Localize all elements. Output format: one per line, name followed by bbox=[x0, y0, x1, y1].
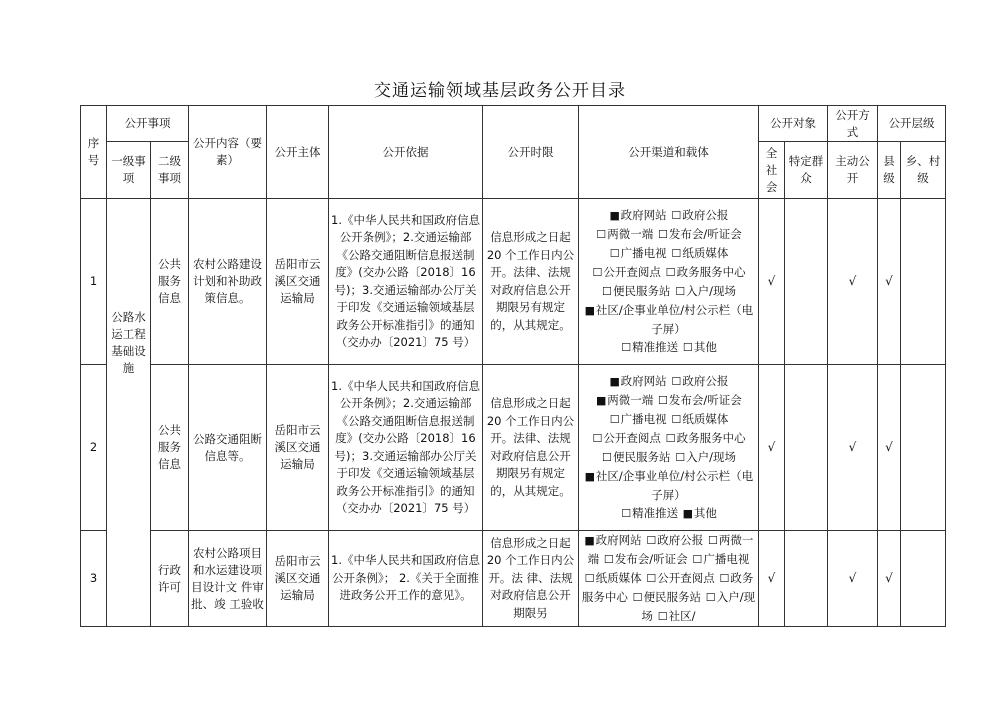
channel-option bbox=[591, 431, 661, 445]
row-subject: 岳阳市云溪区交通运输局 bbox=[267, 365, 329, 531]
unchecked-box-icon: ☐ bbox=[657, 610, 668, 623]
channel-label: 两微一端 bbox=[607, 227, 654, 241]
channel-option bbox=[691, 552, 749, 566]
header-subject: 公开主体 bbox=[267, 106, 329, 199]
channel-label: 政务服务中心 bbox=[676, 431, 746, 445]
channel-option bbox=[682, 340, 717, 354]
town-village-cell bbox=[901, 365, 946, 531]
channel-label: 政府网站 bbox=[620, 374, 667, 388]
header-level: 公开层级 bbox=[878, 106, 946, 142]
channel-line bbox=[581, 263, 756, 282]
channel-option bbox=[645, 571, 718, 585]
channel-option bbox=[595, 393, 653, 407]
unchecked-box-icon: ☐ bbox=[682, 341, 693, 354]
active-check-icon: √ bbox=[828, 365, 878, 531]
header-specific-group: 特定群众 bbox=[785, 142, 828, 199]
channel-label: 公开查阅点 bbox=[603, 265, 661, 279]
unchecked-box-icon: ☐ bbox=[621, 507, 632, 520]
unchecked-box-icon: ☐ bbox=[632, 591, 643, 604]
channel-option bbox=[584, 469, 753, 502]
header-level1: 一级事项 bbox=[107, 142, 151, 199]
unchecked-box-icon: ☐ bbox=[609, 413, 620, 426]
channel-option bbox=[665, 431, 746, 445]
row-seq: 1 bbox=[81, 199, 107, 365]
county-check-icon: √ bbox=[878, 365, 901, 531]
unchecked-box-icon: ☐ bbox=[665, 266, 676, 279]
checked-box-icon: ■ bbox=[584, 470, 596, 483]
unchecked-box-icon: ☐ bbox=[671, 375, 682, 388]
channel-option bbox=[584, 533, 646, 547]
specific-group-cell bbox=[785, 531, 828, 627]
unchecked-box-icon: ☐ bbox=[675, 285, 686, 298]
channel-label: 发布会/听证会 bbox=[614, 552, 688, 566]
row-basis: 1.《中华人民共和国政府信息公开条例》；2.交通运输部《公路交通阻断信息报送制度》(交办公路〔2018〕16 号)；3.交通运输部办公厅关于印发《交通运输领域基层政务公开标准指引》的通知（交办办〔2021〕75 号） bbox=[329, 365, 483, 531]
channel-option bbox=[657, 227, 742, 241]
channel-line bbox=[581, 410, 756, 429]
row-seq: 2 bbox=[81, 365, 107, 531]
row-level2: 行政许可 bbox=[151, 531, 189, 627]
channel-label: 纸质媒体 bbox=[682, 412, 729, 426]
unchecked-box-icon: ☐ bbox=[592, 432, 603, 445]
header-basis: 公开依据 bbox=[329, 106, 483, 199]
active-check-icon: √ bbox=[828, 531, 878, 627]
channel-label: 精准推送 bbox=[632, 340, 679, 354]
channel-option bbox=[609, 412, 667, 426]
channel-label: 便民服务站 bbox=[643, 590, 702, 604]
channel-option bbox=[584, 303, 753, 336]
channel-option bbox=[603, 552, 692, 566]
channel-option bbox=[670, 374, 728, 388]
channel-line bbox=[581, 244, 756, 263]
channel-option bbox=[670, 412, 728, 426]
checked-box-icon: ■ bbox=[584, 304, 596, 317]
channel-label: 公开查阅点 bbox=[603, 431, 661, 445]
channel-line bbox=[581, 372, 756, 391]
table-row bbox=[81, 531, 946, 627]
channel-label: 便民服务站 bbox=[612, 450, 671, 464]
unchecked-box-icon: ☐ bbox=[609, 247, 620, 260]
unchecked-box-icon: ☐ bbox=[657, 228, 668, 241]
channel-label: 广播电视 bbox=[620, 246, 667, 260]
row-time: 信息形成之日起 20 个工作日内公开。法 律、法规对政府信息公开期限另 bbox=[483, 531, 579, 627]
row-time: 信息形成之日起 20 个工作日内公开。法律、法规对政府信息公开期限另有规定的，从其规定。 bbox=[483, 199, 579, 365]
channel-line bbox=[581, 429, 756, 448]
channel-label: 发布会/听证会 bbox=[668, 227, 742, 241]
channel-label: 两微一端 bbox=[607, 393, 654, 407]
unchecked-box-icon: ☐ bbox=[592, 266, 603, 279]
unchecked-box-icon: ☐ bbox=[705, 591, 716, 604]
row-seq: 3 bbox=[81, 531, 107, 627]
unchecked-box-icon: ☐ bbox=[707, 534, 718, 547]
row-basis: 1.《中华人民共和国政府信息公开条例》； 2.《关于全面推进政务公开工作的意见》。 bbox=[329, 531, 483, 627]
specific-group-cell bbox=[785, 199, 828, 365]
unchecked-box-icon: ☐ bbox=[621, 341, 632, 354]
row-subject: 岳阳市云溪区交通运输局 bbox=[267, 531, 329, 627]
channel-label: 公开查阅点 bbox=[657, 571, 715, 585]
channel-option bbox=[609, 246, 667, 260]
channel-option bbox=[657, 609, 696, 623]
header-row-1 bbox=[81, 106, 946, 142]
unchecked-box-icon: ☐ bbox=[602, 285, 612, 298]
unchecked-box-icon: ☐ bbox=[692, 553, 703, 566]
channel-label: 政府网站 bbox=[595, 533, 642, 547]
unchecked-box-icon: ☐ bbox=[719, 572, 730, 585]
channel-label: 纸质媒体 bbox=[682, 246, 729, 260]
header-items: 公开事项 bbox=[107, 106, 189, 142]
channel-option bbox=[584, 571, 646, 585]
all-society-check-icon: √ bbox=[759, 199, 785, 365]
row-content: 农村公路项目和水运建设项目设计文 件审批、竣 工验收 bbox=[189, 531, 267, 627]
level1-item: 公路水运工程基础设施 bbox=[107, 199, 151, 627]
channel-line bbox=[581, 301, 756, 338]
channel-option bbox=[609, 208, 667, 222]
unchecked-box-icon: ☐ bbox=[646, 534, 657, 547]
county-check-icon: √ bbox=[878, 199, 901, 365]
header-county: 县级 bbox=[878, 142, 901, 199]
channel-label: 政府公报 bbox=[682, 208, 729, 222]
channel-label: 政务服务中心 bbox=[676, 265, 746, 279]
channel-label: 纸质媒体 bbox=[595, 571, 642, 585]
checked-box-icon: ■ bbox=[584, 534, 595, 547]
unchecked-box-icon: ☐ bbox=[584, 572, 595, 585]
channel-option bbox=[609, 374, 667, 388]
channel-option bbox=[645, 533, 707, 547]
channel-option bbox=[595, 227, 653, 241]
unchecked-box-icon: ☐ bbox=[603, 553, 614, 566]
header-seq: 序号 bbox=[81, 106, 107, 199]
channel-label: 政府公报 bbox=[682, 374, 729, 388]
channel-line bbox=[581, 282, 756, 301]
channel-option bbox=[601, 284, 671, 298]
channel-option bbox=[670, 246, 728, 260]
town-village-cell bbox=[901, 531, 946, 627]
row-content: 农村公路建设计划和补助政策信息。 bbox=[189, 199, 267, 365]
header-method: 公开方式 bbox=[828, 106, 878, 142]
channel-option bbox=[674, 450, 736, 464]
town-village-cell bbox=[901, 199, 946, 365]
header-content: 公开内容（要素） bbox=[189, 106, 267, 199]
channel-label: 精准推送 bbox=[632, 506, 679, 520]
channel-label: 广播电视 bbox=[703, 552, 750, 566]
unchecked-box-icon: ☐ bbox=[671, 247, 682, 260]
document-title: 交通运输领域基层政务公开目录 bbox=[374, 81, 626, 101]
header-channel: 公开渠道和载体 bbox=[579, 106, 759, 199]
channel-label: 其他 bbox=[693, 506, 717, 520]
unchecked-box-icon: ☐ bbox=[657, 394, 668, 407]
channel-label: 政府网站 bbox=[620, 208, 667, 222]
header-all-society: 全社会 bbox=[759, 142, 785, 199]
channel-label: 社区/企事业单位/村公示栏（电子屏） bbox=[595, 303, 754, 336]
unchecked-box-icon: ☐ bbox=[646, 572, 657, 585]
channel-label: 入户/现场 bbox=[686, 284, 737, 298]
disclosure-directory-table bbox=[80, 105, 946, 627]
header-time: 公开时限 bbox=[483, 106, 579, 199]
channel-option bbox=[682, 506, 717, 520]
unchecked-box-icon: ☐ bbox=[665, 432, 676, 445]
channel-label: 其他 bbox=[693, 340, 717, 354]
channel-option bbox=[591, 265, 661, 279]
channel-label: 入户/现场 bbox=[686, 450, 737, 464]
channel-line bbox=[581, 391, 756, 410]
row-level2: 公共服务信息 bbox=[151, 199, 189, 365]
channel-label: 社区/ bbox=[668, 609, 696, 623]
row-channels bbox=[579, 365, 759, 531]
specific-group-cell bbox=[785, 365, 828, 531]
row-time: 信息形成之日起 20 个工作日内公开。法律、法规对政府信息公开期限另有规定的，从其规定。 bbox=[483, 365, 579, 531]
unchecked-box-icon: ☐ bbox=[602, 451, 612, 464]
all-society-check-icon: √ bbox=[759, 531, 785, 627]
channel-option bbox=[620, 340, 678, 354]
unchecked-box-icon: ☐ bbox=[671, 209, 682, 222]
channel-label: 广播电视 bbox=[620, 412, 667, 426]
channel-option bbox=[665, 265, 746, 279]
channel-label: 两微一端 bbox=[587, 533, 754, 566]
channel-option bbox=[674, 284, 736, 298]
row-content: 公路交通阻断信息等。 bbox=[189, 365, 267, 531]
channel-line bbox=[581, 504, 756, 523]
checked-box-icon: ■ bbox=[596, 394, 607, 407]
county-check-icon: √ bbox=[878, 531, 901, 627]
header-town-village: 乡、村级 bbox=[901, 142, 946, 199]
all-society-check-icon: √ bbox=[759, 365, 785, 531]
channel-option bbox=[620, 506, 678, 520]
row-channels bbox=[579, 531, 759, 627]
channel-label: 发布会/听证会 bbox=[668, 393, 742, 407]
header-target: 公开对象 bbox=[759, 106, 828, 142]
active-check-icon: √ bbox=[828, 199, 878, 365]
channel-label: 社区/企事业单位/村公示栏（电子屏） bbox=[595, 469, 754, 502]
row-channels bbox=[579, 199, 759, 365]
channel-line bbox=[581, 448, 756, 467]
channel-line bbox=[581, 467, 756, 504]
channel-label: 政务服务中心 bbox=[581, 571, 754, 604]
table-row bbox=[81, 199, 946, 365]
channel-label: 便民服务站 bbox=[612, 284, 671, 298]
checked-box-icon: ■ bbox=[609, 209, 620, 222]
channel-label: 入户/现场 bbox=[641, 590, 756, 623]
row-subject: 岳阳市云溪区交通运输局 bbox=[267, 199, 329, 365]
header-active: 主动公开 bbox=[828, 142, 878, 199]
header-level2: 二级事项 bbox=[151, 142, 189, 199]
row-level2: 公共服务信息 bbox=[151, 365, 189, 531]
channel-option bbox=[601, 450, 671, 464]
table-row bbox=[81, 365, 946, 531]
checked-box-icon: ■ bbox=[609, 375, 620, 388]
channel-line bbox=[581, 338, 756, 357]
channel-option bbox=[632, 590, 705, 604]
channel-line bbox=[581, 225, 756, 244]
checked-box-icon: ■ bbox=[682, 507, 694, 520]
channel-option bbox=[670, 208, 728, 222]
unchecked-box-icon: ☐ bbox=[596, 228, 607, 241]
row-basis: 1.《中华人民共和国政府信息公开条例》；2.交通运输部《公路交通阻断信息报送制度》(交办公路〔2018〕16 号)；3.交通运输部办公厅关于印发《交通运输领域基层政务公开标准指引》的通知（交办办〔2021〕75 号） bbox=[329, 199, 483, 365]
channel-option bbox=[657, 393, 742, 407]
channel-label: 政府公报 bbox=[657, 533, 704, 547]
channel-line bbox=[581, 206, 756, 225]
unchecked-box-icon: ☐ bbox=[671, 413, 682, 426]
unchecked-box-icon: ☐ bbox=[675, 451, 686, 464]
